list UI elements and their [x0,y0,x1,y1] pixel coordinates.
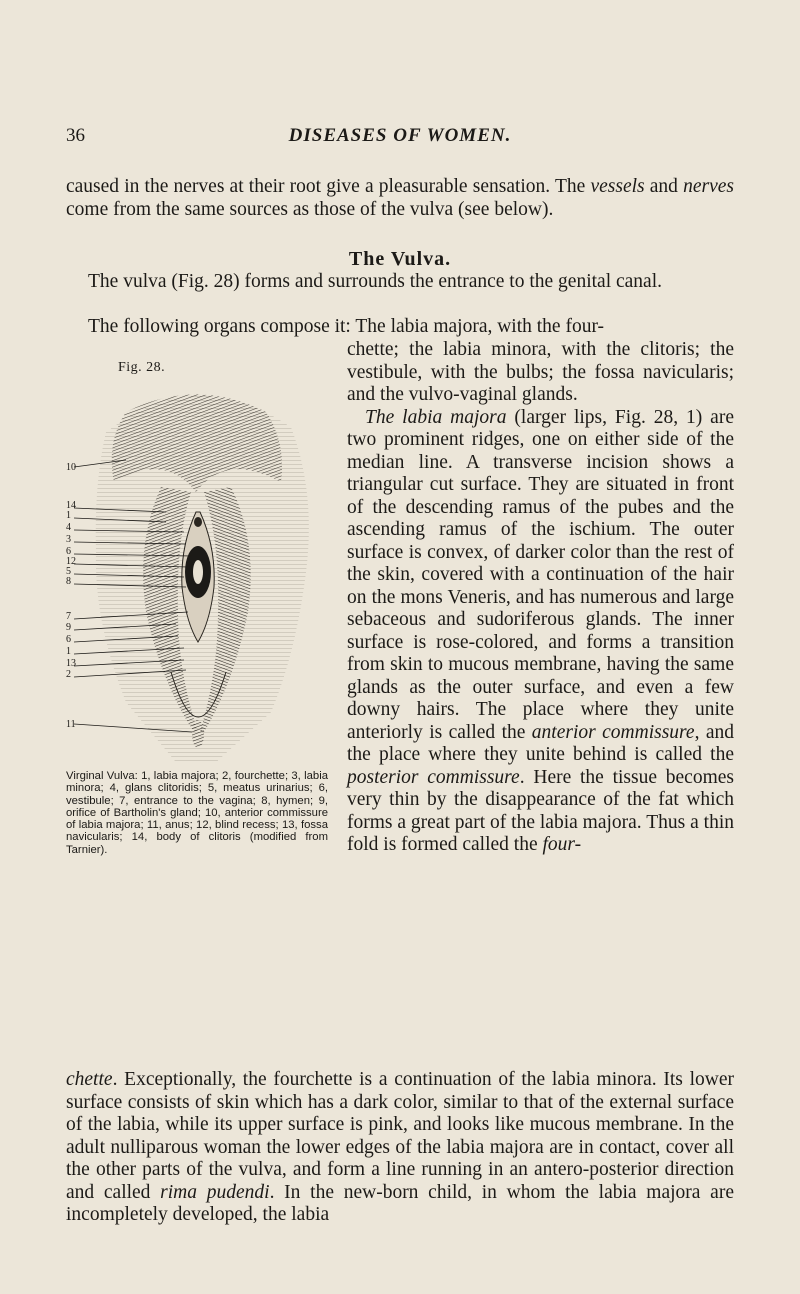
figure-label: Fig. 28. [118,360,166,375]
figure-callout-number: 14 [66,500,76,511]
figure-callout-number: 1 [66,510,71,521]
figure-callout-number: 9 [66,622,71,633]
figure-callout-number: 3 [66,534,71,545]
organs-wrap-text: chette; the labia minora, with the clitoris; the vestibule, with the bulbs; the fossa navicularis; and the vulvo-vaginal glands. [347,339,734,405]
labia-majora-text-c: . Here the tissue becomes very thin by the disappearance of the fat which forms a great part of the labia majora. Thus a thin fold is formed called the [347,766,734,855]
lead-and: and [644,176,684,197]
vulva-intro-text: The vulva (Fig. 28) forms and surrounds the entrance to the genital canal. [88,271,662,292]
vulva-intro-paragraph [66,271,734,294]
figure-callout-number: 10 [66,462,76,473]
figure-callout-number: 8 [66,576,71,587]
figure-callout-number: 6 [66,634,71,645]
anatomical-illustration [66,372,328,764]
figure-callout-number: 1 [66,646,71,657]
labia-majora-text-a: (larger lips, Fig. 28, 1) are two prominent ridges, one on either side of the median line. A transverse incision shows a triangular cut surface. They are situated in front of the descending ramus of the pubes and the ascending ramus of the ischium. The outer surface is convex, of darker color than the rest of the skin, covered with a continuation of the hair on the mons Veneris, and has numerous and large sebaceous and sudoriferous glands. The inner surface is rose-colored, and forms a transition from skin to mucous membrane, having the same glands as the outer surface, and even a few downy hairs. The place where they unite anteriorly is called the [347,406,734,743]
section-heading: The Vulva. [348,248,452,270]
side-column-text [347,339,734,857]
figure-callout-number: 13 [66,658,76,669]
vessels-term: vessels [590,176,645,197]
anterior-commissure-term: anterior commissure [531,721,695,743]
labia-majora-paragraph [347,407,734,857]
figure-callout-number: 4 [66,522,71,533]
rima-pudendi-term: rima pudendi [160,1181,270,1203]
bottom-paragraph [66,1069,734,1227]
figure-callouts [66,462,76,730]
figure-caption: Virginal Vulva: 1, labia majora; 2, fourchette; 3, labia minora; 4, glans clitoridis; 5, meatus urinarius; 6, vestibule; 7, entrance to the vagina; 8, hymen; 9, orifice of Bartholin's gland; 10, anterior commissure of labia majora; 11, anus; 12, blind recess; 13, fossa navicularis; 14, body of clitoris (modified from Tarnier). [66,770,328,856]
bottom-text: . Exceptionally, the fourchette is a continuation of the labia minora. Its lower surface consists of skin which has a dark color, similar to that of the external surface of the labia, while its upper surface is pink, and looks like mucous membrane. In the adult nulliparous woman the lower edges of the labia majora are in contact, cover all the other parts of the vulva, and form a line running in an antero-posterior direction and called [66,1069,734,1203]
fourchette-term-end: chette [66,1069,113,1090]
lead-paragraph [66,176,734,221]
page-number: 36 [66,125,85,146]
nerves-term: nerves [683,176,734,197]
labia-majora-term: The labia majora [365,406,507,428]
figure-callout-number: 2 [66,669,71,680]
figure-callout-number: 11 [66,719,76,730]
lead-text-start: caused in the nerves at their root give a pleasurable sensation. The [66,176,591,197]
figure-callout-number: 5 [66,566,71,577]
figure-callout-number: 12 [66,556,76,567]
figure-callout-number: 7 [66,611,71,622]
running-title: DISEASES OF WOMEN. [288,125,512,146]
bottom-text-end: . In the new-born child, in whom the labia majora are incompletely developed, the labia [66,1181,734,1225]
organs-first-line-text: The following organs compose it: The labia majora, with the four- [88,316,605,337]
posterior-commissure-term: posterior commissure [347,766,520,788]
running-head [66,125,734,149]
figure-callout-number: 6 [66,546,71,557]
fourchette-term-start: four- [542,834,582,855]
organs-first-line [66,316,734,339]
lead-text-end: come from the same sources as those of the vulva (see below). [66,198,554,220]
labia-majora-text-b: , and the place where they unite behind is called the [347,721,734,765]
